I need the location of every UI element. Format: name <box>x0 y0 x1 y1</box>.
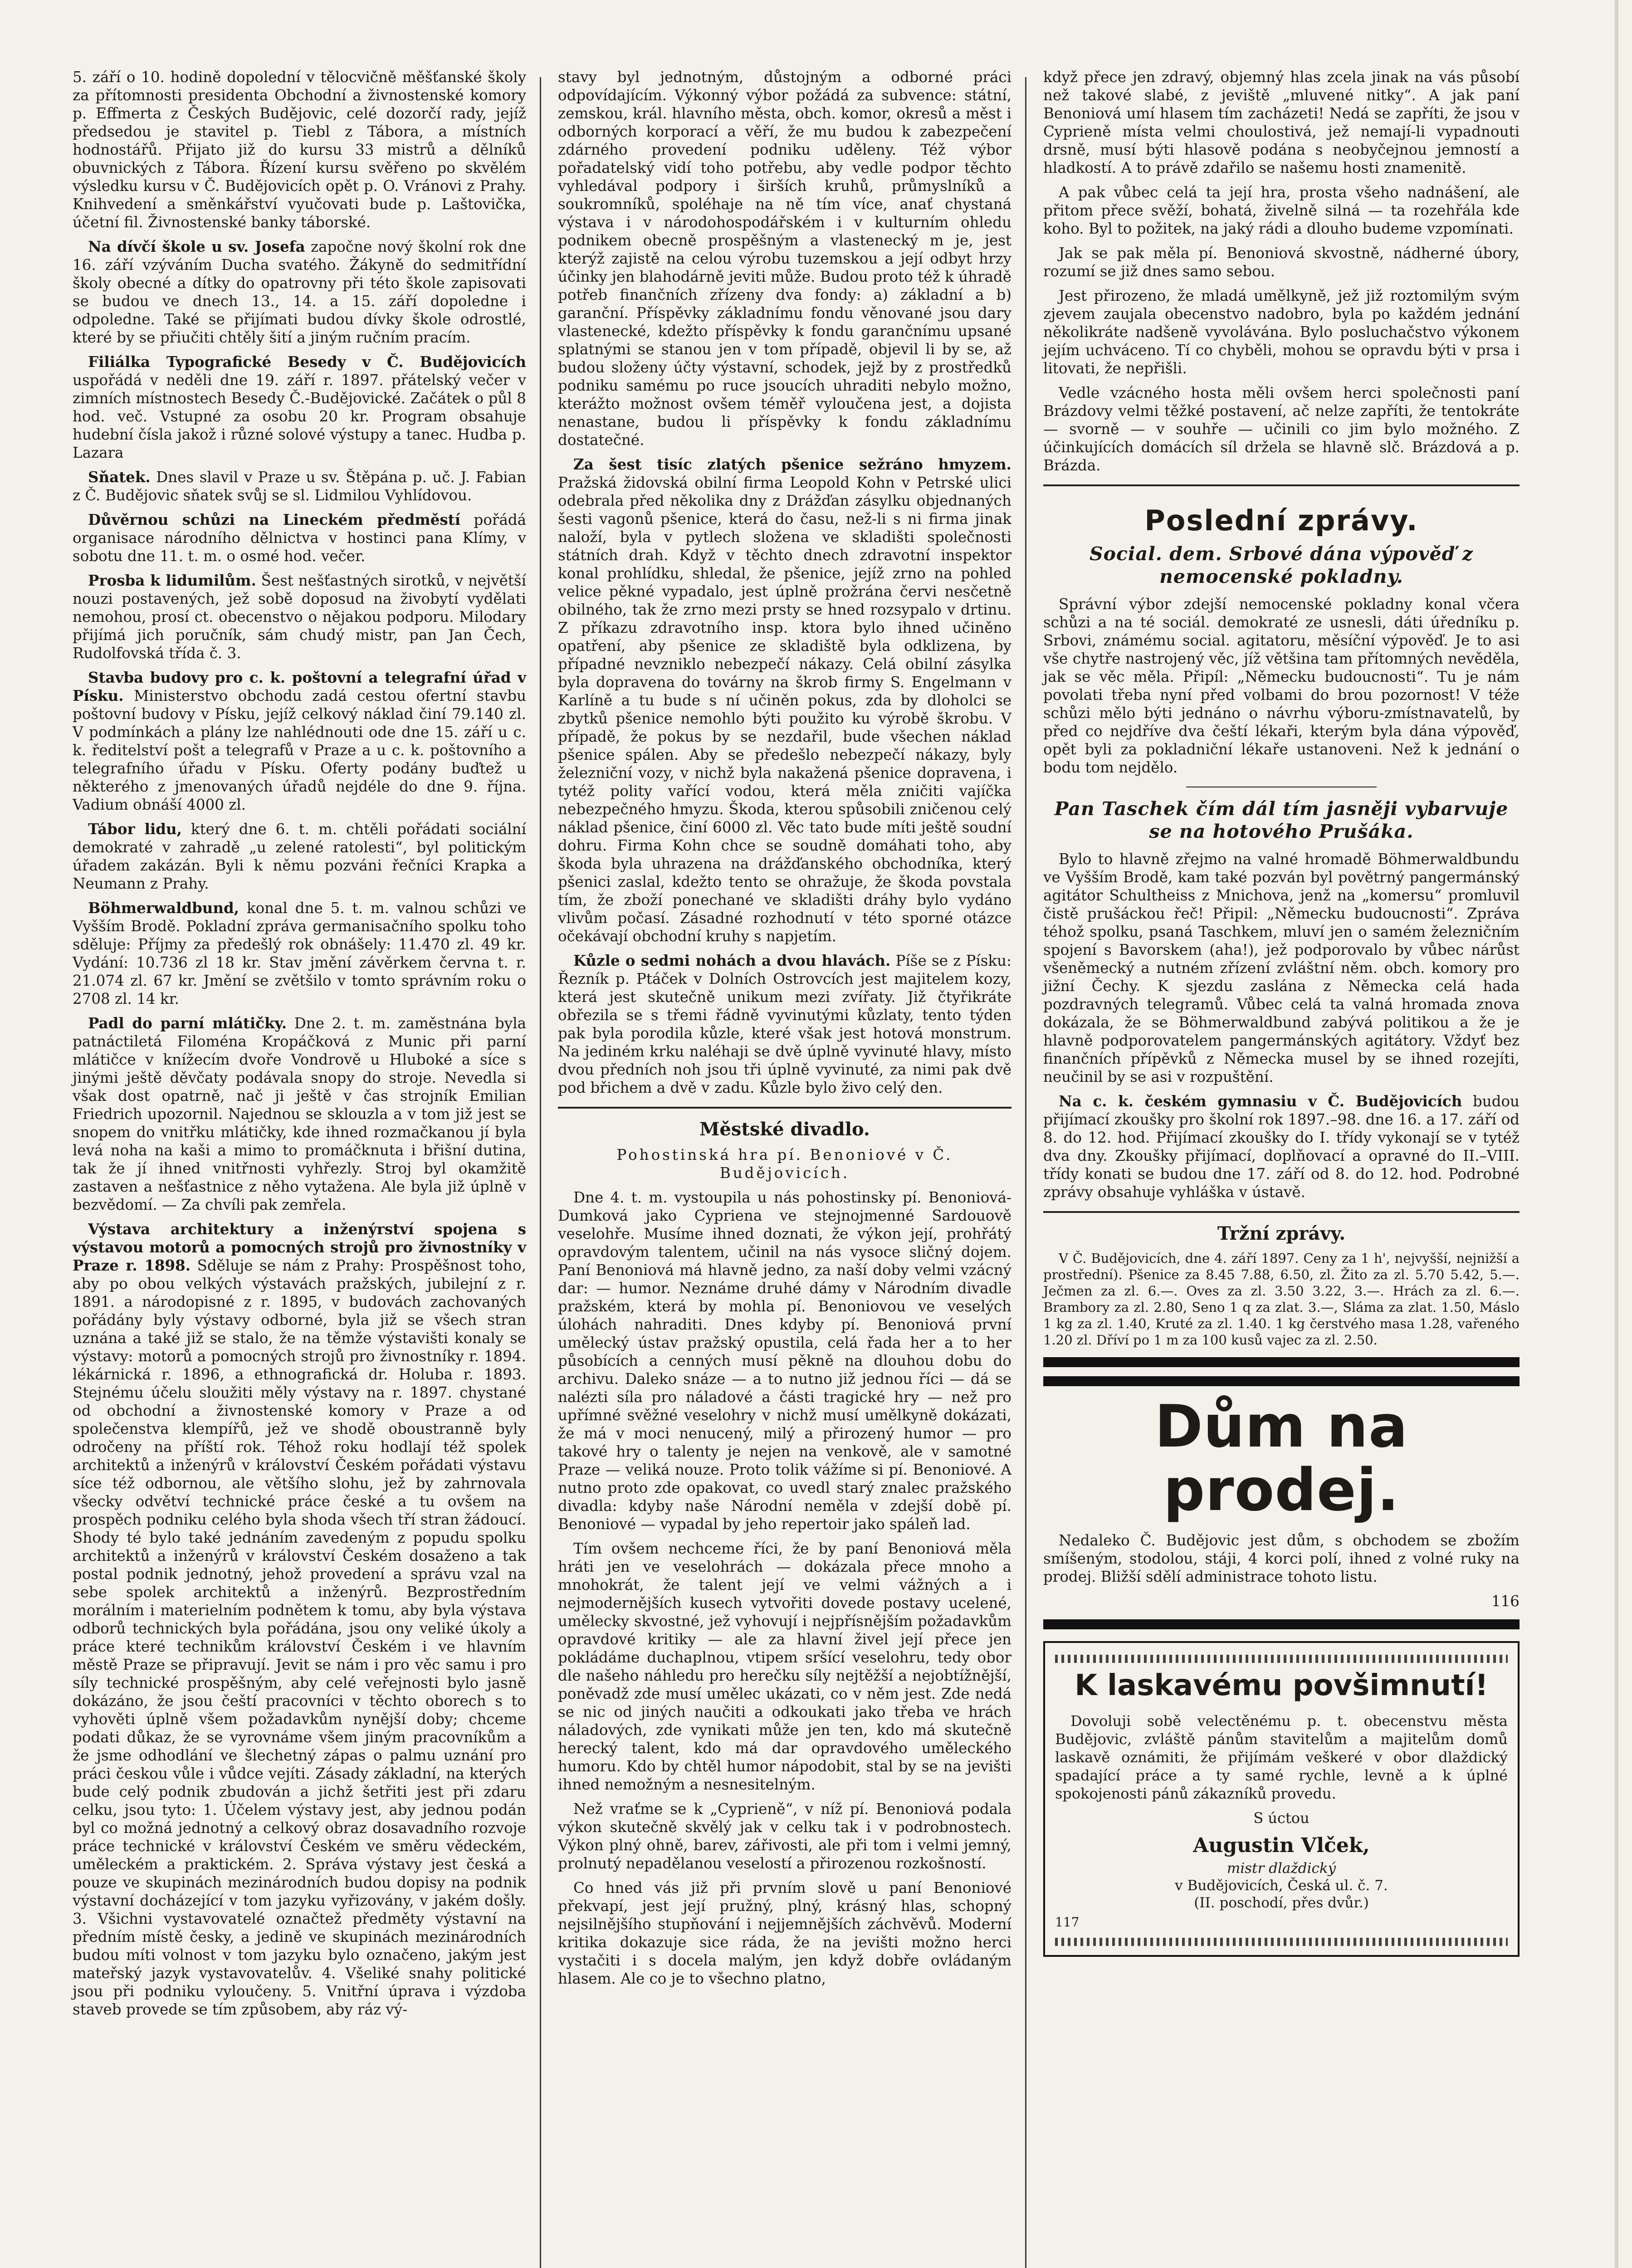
article-text: Vedle vzácného hosta měli ovšem herci společnosti paní Brázdovy velmi těžké postavení, ač nelze zapříti, že tentokráte — svorně — v souhře — učinili co jim bylo možného. Z účinkujících domácích síl držela se hlavně slč. Brázdová a p. Brázda. <box>1043 384 1520 474</box>
ad-trade: mistr dlaždický <box>1226 1860 1336 1877</box>
page-edge <box>1615 0 1618 2268</box>
heavy-rule <box>1043 1619 1520 1629</box>
ad-text: Dovoluji sobě velectěnému p. t. obecenstvu města Budějovic, zvláště pánům stavitelům a majitelům domů laskavě oznámiti, že přijímám veškeré v obor dlaždický spadající práce a ty samé rychle, levně a k úplné spokojenosti pánů zákazníků provedu. <box>1055 1712 1508 1802</box>
ad-address-note: (II. poschodí, přes dvůr.) <box>1194 1895 1369 1911</box>
section-title-market: Tržní zprávy. <box>1217 1223 1346 1244</box>
article: Padl do parní mlátičky. Dne 2. t. m. zaměstnána byla patnáctiletá Filoména Kropáčková z Munic při parní mlátičce v knížecím dvoře Vondrově u Hluboké a síce s jinými ještě děvčaty podávala snopy do stroje. Nevedla si však dost opatrně, nač ji ještě v čas strojník Emilian Friedrich upozornil. Najednou se sklouzla a v tom již jest se snopem do vnitřku mlátičky, kde ihned rozmačkanou jí byla levá noha na kaši a mimo to promáčknuta i břišní dutina, tak že jí ihned vnitřnosti vyhřezly. Stroj byl okamžitě zastaven a nešťastnice z něho vytažena. Ale byla již úplně v bezvědomí. — Za chvíli pak zemřela. <box>73 1014 526 1213</box>
ad-number: 116 <box>1491 1593 1520 1610</box>
article-text: Bylo to hlavně zřejmo na valné hromadě Böhmerwaldbundu ve Vyšším Brodě, kam také pozván byl povětrný pangermánský agitátor Schultheiss z Mnichova, jenž na „komersu“ promluvil čistě prušáckou řeč! Připil: „Německu budoucnosti“. Zpráva téhož spolku, psaná Taschkem, mluví jen o samém železničním spojení s Bavorskem (aha!), jež podporovalo by vůbec nárůst všeněmecký a nutném zřízení zvláštní něm. obch. komory pro jižní Čechy. K sjezdu zaslána z Německa celá hada pozdravných telegramů. Vůbec celá ta valná hromada znova dokázala, že se Böhmerwaldbund zabývá politikou a že je hlavně podporovatelem pangermánských agitátory. Vždyť bez finančních přípěvků z Německa musel by se ihned rozejíti, neučinil by se asi v rozpuštění. <box>1043 850 1520 1085</box>
article-text: když přece jen zdravý, objemný hlas zcela jinak na vás působí než takové slabé, z jeviště „mluvené nitky“. A jak paní Benoniová umí hlasem tím zacházeti! Nedá se zapříti, že jsou v Cyprieně místa velmi choulostivá, jež nemají-li vypadnouti drsně, musí býti hlasově podána s neobyčejnou jemností a hladkostí. A to právě zdařilo se našemu hosti znamenitě. <box>1043 68 1520 176</box>
article: Tábor lidu, který dne 6. t. m. chtěli pořádati sociální demokraté v zahradě „u zelené ratolesti“, byl politickým úřadem zakázán. Byli k němu pozváni řečníci Krapka a Neumann z Prahy. <box>73 820 526 892</box>
article-text: Dne 4. t. m. vystoupila u nás pohostinsky pí. Benoniová-Dumková jako Cypriena ve stejnojmenné Sardouově veselohře. Musíme ihned doznati, že výkon její, prohřátý opravdovým talentem, učinil na nás vysoce sličný dojem. Paní Benoniová má hlavně jedno, za naší doby velmi vzácný dar: — humor. Neznáme druhé dámy v Národním divadle pražském, která by mohla pí. Benoniovou ve veselých úlohách nahraditi. Dnes kdyby pí. Benoniová první umělecký ústav pražský opustila, celá řada her a to her působících a cenných musí pěkně na dlouhou dobu do archivu. Daleko snáze — a to nutno již jednou říci — dá se nalézti síla pro náladové a části tragické hry — než pro upřímné svěžné veselohry v nichž musí umělkyně dokázati, že má v moci nenucený, milý a přirozený humor — pro takové hry o talenty je nejen na venkově, ale v samotné Praze — veliká nouze. Proto tolik vážíme si pí. Benoniové. A nutno proto zde opakovat, co uvedl starý znalec pražského divadla: kdyby naše Národní neměla v zdejší době pí. Benoniové — vypadal by jeho repertoir jako spáleň lad. <box>558 1189 1011 1533</box>
article: Prosba k lidumilům. Šest nešťastných sirotků, v největší nouzi postavených, jež sobě doposud na živobytí vydělati nemohou, prosí ct. obecenstvo o nějakou podporu. Milodary přijímá jich poručník, sám chudý mistr, pan Jan Čech, Rudolfovská třída č. 3. <box>73 572 526 662</box>
ad-signature: S úctou <box>1253 1809 1310 1827</box>
article: Sňatek. Dnes slavil v Praze u sv. Štěpána p. uč. J. Fabian z Č. Budějovic sňatek svůj se sl. Lidmilou Vyhlídovou. <box>73 468 526 504</box>
ornament-border <box>1055 1938 1508 1946</box>
heavy-rule <box>1043 1357 1520 1367</box>
article-text: Správní výbor zdejší nemocenské pokladny konal včera schůzi a na té sociál. demokraté ze usnesli, dáti úředníku p. Srbovi, známému social. agitatoru, měsíční výpověď. Je to asi vše chytře nastrojený věc, jíž většina tam přítomných nevěděla, jak se věc měla. Připíl: „Německu budoucnosti“. Tu je nám povolati třeba nyní před volbami do brou pozornost! V téže schůzi mělo býti jednáno o návrhu výboru-zmístnavatelů, by před co nejdříve dva čeští lékaři, kterým byla dána výpověď, opět byli za pokladniční lékaře ustanoveni. Než k jednání o bodu tom nejdělo. <box>1043 596 1520 776</box>
article-text: A pak vůbec celá ta její hra, prosta všeho nadnášení, ale přitom přece svěží, bohatá, živelně silná — ta rozehřála kde koho. Byl to požitek, na jaký rádi a dlouho budeme vzpomínati. <box>1043 184 1520 237</box>
article: Důvěrnou schůzi na Lineckém předměstí pořádá organisace národního dělnictva v hostinci pana Klímy, v sobotu dne 11. t. m. o osmé hod. večer. <box>73 511 527 565</box>
ad-advertiser-name: Augustin Vlček, <box>1193 1834 1370 1857</box>
advertisement-paver <box>1043 1641 1520 1957</box>
ornament-border <box>1055 1655 1508 1663</box>
column-3 <box>1043 68 1520 1957</box>
newspaper-page <box>68 68 1520 2268</box>
article: Výstava architektury a inženýrství spojena s výstavou motorů a pomocných strojů pro živnostníky v Praze r. 1898. Sděluje se nám z Prahy: Prospěšnost toho, aby po obou velkých výstavách pražských, jubilejní z r. 1891. a národopisné z r. 1895, v budovách zachovaných pořádány byly výstavy odborné, byla již se všech stran uznána a také již se stalo, že na těmže výstavišti konaly se výstavy: motorů a pomocných strojů pro živnostníky r. 1894. lékárnická r. 1896, a ethnografická dr. Holuba r. 1893. Stejnému účelu sloužiti měly výstavy na r. 1897. chystané od obchodní a živnostenské komory v Praze a od společenstva klempířů, jež ve shodě oboustranně byly odročeny na příští rok. Téhož roku hodlají též spolek architektů a inženýrů v království Českém pořádati výstavu síce též odbornou, ale většího slohu, jež by zahrnovala všecky odvětví technické práce české a tu ovšem na prospěch podniku celého byla shoda všech tří stran žádoucí. Shody té bylo také jednáním zavedeným z popudu spolku architektů a inženýrů v království Českém dosaženo a tak postal podnik jednotný, jehož provedení a správu vzal na sebe spolek architektů a inženýrů. Bezprostředním morálním i materielním podnětem k tomu, aby byla výstava odborů technických byla pořádána, jsou ony veliké úkoly a práce které technikům království Českém i ve hlavním městě Praze se připravují. Jevit se nám i pro věc samu i pro síly technické prospěšným, aby celé veřejnosti bylo jasně dokázáno, že jsou čeští pracovníci v těchto oborech s to vyhověti úplně všem požadavkům nynější doby; chceme podati důkaz, že se vyrovnáme všem jiným pracovníkům a že jsme odhodlání ve šlechetný zápas o palmu uznání pro práci českou vůle i vůdce vejíti. Zásady základní, na kterých bude celý podnik zbudován a jichž šetřiti jest při zdaru celku, jsou tyto: 1. Účelem výstavy jest, aby jednou podán byl co možná jednotný a celkový obraz dosavadního rozvoje práce technické v království Českém ve směru vědeckém, uměleckém a praktickém. 2. Správa výstavy jest česká a pouze ve skupinách mezinárodních budou dopisy na podnik výstavní docházející v tom jazyku vyřizovány, v jakém došly. 3. Všichni vystavovatelé označtež předměty výstavní na předním místě česky, a jedině ve skupinách mezinárodních budou míti volnost v tom jazyku bylo označeno, jakým jest mateřský jazyk vystavovatelův. 4. Všeliké snahy politické jsou při podniku vyloučeny. 5. Vnitřní úprava i výzdoba staveb provede se tím způsobem, aby ráz vý- <box>73 1220 526 2018</box>
article-text: Tím ovšem nechceme říci, že by paní Benoniová měla hráti jen ve veselohrách — dokázala přece mnoho a mnohokrát, že talent její ve velmi vážných a i nejmodernějších kusech vytvořiti dovede postavy ucelené, umělecky skvostné, jež vyhovují i nejpřísnějším požadavkům opravdové kritiky — ale za hlavní živel její přece jen pokládáme duchaplnou, vtipem sršící veselohru, tedy obor dle našeho náhledu pro herečku síly nejtěžší a nejobtížnější, poněvadž zde musí umělec ukázati, co v něm jest. Zde nedá se nic od jiných naučiti a odkoukati jako třeba ve hrách náladových, zde vynikati může jen ten, kdo má skutečně herecký talent, kdo má dar opravdového uměleckého humoru. Kdo by chtěl humor nápodobit, stal by se na jevišti ihned nemožným a nesnesitelným. <box>558 1540 1011 1793</box>
advertisement-house-for-sale <box>1043 1376 1520 1610</box>
ad-number: 117 <box>1055 1915 1080 1930</box>
article-text: Co hned vás již při prvním slově u paní Benoniové překvapí, jest její pružný, plný, krásný hlas, schopný nejsilnějšího stupňování i nejjemnějších záchvěvů. Moderní kritika dokazuje sice ráda, že na jevišti možno herci vystačiti i s docela malým, jen když dobře ovládaným hlasem. Ale co je to všechno platno, <box>558 1879 1011 1987</box>
article: Böhmerwaldbund, konal dne 5. t. m. valnou schůzi ve Vyšším Brodě. Pokladní zpráva germanisačního spolku toho sděluje: Příjmy za předešlý rok obnášely: 11.470 zl. 49 kr. Vydání: 10.736 zl 18 kr. Stav jmění závěrkem června t. r. 21.074 zl. 67 kr. Jmění se zvětšilo v tomto správním roku o 2708 zl. 14 kr. <box>73 899 526 1007</box>
article: Stavba budovy pro c. k. poštovní a telegrafní úřad v Písku. Ministerstvo obchodu zadá cestou ofertní stavbu poštovní budovy v Písku, jejíž celkový náklad činí 79.140 zl. V podmínkách a plány lze nahlédnouti ode dne 15. září u c. k. ředitelství pošt a telegrafů v Praze a u c. k. poštovního a telegrafního úřadu v Písku. Oferty podány buďtež u některého z jmenovaných úřadů nejdéle do dne 9. října. Vadium obnáší 4000 zl. <box>73 669 526 813</box>
ad-headline: K laskavému povšimnutí! <box>1075 1669 1488 1702</box>
ad-headline: Dům na prodej. <box>1154 1393 1408 1524</box>
article: Na c. k. českém gymnasiu v Č. Budějovicích budou přijímací zkoušky pro školní rok 1897.–98. dne 16. a 17. září od 8. do 12. hod. Přijímací zkoušky do I. třídy vykonají se v tytéž dva dny. Zkoušky přijímací, doplňovací a opravné do II.–VIII. třídy konati se budou dne 17. září od 8. do 12. hod. Podrobné zprávy obsahuje vyhláška v ústavě. <box>1043 1092 1520 1201</box>
article: Kůzle o sedmi nohách a dvou hlavách. Píše se z Písku: Řezník p. Ptáček v Dolních Ostrovcích jest majitelem kozy, která jest skutečně unikum mezi zvířaty. Již čtyřikráte obřezila se s třemi řádně vyvinutými kůzlaty, tento týden pak byla porodila kůzle, které však jest hotová monstrum. Na jediném krku naléhaji se dvě úplně vyvinuté hlavy, místo dvou předních noh jsou tři úplně vyvinuté, za nimi pak dvě pod břichem a dvě v zadu. Kůzle bylo živo celý den. <box>558 952 1011 1096</box>
article-text: 5. září o 10. hodině dopolední v tělocvičně měšťanské školy za přítomnosti presidenta Obchodní a živnostenské komory p. Effmerta z Českých Budějovic, celé dozorčí rady, jejíž předsedou je stavitel p. Tiebl z Tábora, a místních hodnostářů. Přijato již do kursu 33 mistrů a dělníků obuvnických z Tábora. Řízení kursu svěřeno po skvělém výsledku kursu v Č. Budějovicích opět p. O. Vránovi z Prahy. Knihvedení a směnkářství vyučovati bude p. Laštovička, účetní fil. Živnostenské banky táborské. <box>73 68 526 231</box>
article: Na dívčí škole u sv. Josefa započne nový školní rok dne 16. září vzýváním Ducha svatého. Žákyně do sedmitřídní školy obecné a dítky do opatrovny při této škole zapisovati se budou ve dnech 13., 14. a 15. září dopoledne i odpoledne. Také se přijímati budou dívky škole odrostlé, které by se přiučiti chtěly šití a jiným ručním pracím. <box>73 238 526 346</box>
heavy-rule <box>1043 1376 1520 1386</box>
column-rule <box>540 77 541 2268</box>
theatre-subtitle: Pohostinská hra pí. Benoniové v Č. Budějovicích. <box>616 1146 953 1182</box>
section-title-theatre: Městské divadlo. <box>699 1119 870 1140</box>
section-divider <box>558 1107 1011 1109</box>
article-text: Než vraťme se k „Cyprieně“, v níž pí. Benoniová podala výkon skutečně skvělý jak v celku tak i v podrobnostech. Výkon plný ohně, barev, zářivosti, ale při tom i velmi jemný, prolnutý nepadělanou veselostí a přirozenou rozkošností. <box>558 1800 1011 1872</box>
article: Za šest tisíc zlatých pšenice sežráno hmyzem. Pražská židovská obilní firma Leopold Kohn v Petrské ulici odebrala před několika dny z Drážďan zásylku objednaných šesti vagonů pšenice, která do času, než-li s ni firma jinak naloží, byla v pytlech složena ve skladišti společnosti státních drah. Když v těchto dnech zdravotní inspektor konal prohlídku, shledal, že pšenice, jejíž zrno na pohled velice pěkné vypadalo, jest úplně prožrána červi nesčetně obilného, tak že zrno mezi prsty se hned rozsypalo v drtinu. Z příkazu zdravotního insp. ktora bylo ihned učiněno opatření, aby pšenice ze skladiště byla odklizena, by případné nevzniklo nebezpečí nákazy. Celá obilní zásylka byla dopravena do továrny na škrob firmy S. Engelmann v Karlíně a tu bude s ní učiněn pokus, zda by dloholci se zbytků pšenice nemohlo býti použito ku výrobě škrobu. V případě, že pokus by se nezdařil, bude všechen náklad pšenice spálen. Aby se předešlo nebezpečí nákazy, byly železniční vozy, v nichž byla nakažená pšenice dopravena, i tytéž polity vařící vodou, která měla zničiti vajíčka nebezpečného hmyzu. Škoda, kterou spůsobili zničenou celý náklad pšenice, činí 6000 zl. Věc tato bude míti ještě soudní dohru. Firma Kohn chce se soudně domáhati toho, aby škoda byla uhrazena na drážďanského obchodníka, který pšenici zaslal, kdežto tento se ohražuje, že škoda povstala tím, že zboží ponechané ve skladišti dráhy bylo vydáno vlivům počasí. Zásadné rozhodnutí v této sporné otázce očekávají obchodní kruhy s napjetím. <box>558 455 1011 945</box>
article: Filiálka Typografické Besedy v Č. Budějovicích uspořádá v neděli dne 19. září r. 1897. přátelský večer v zimních místnostech Besedy Č.-Budějovické. Začátek o půl 8 hod. več. Vstupné za osobu 20 kr. Program obsahuje hudební čísla jakož i různé solové výstupy a tanec. Hudba p. Lazara <box>73 353 526 461</box>
column-rule <box>1025 77 1026 2268</box>
article-text: stavy byl jednotným, důstojným a odborné práci odpovídajícím. Výkonný výbor požádá za subvence: státní, zemskou, král. hlavního města, obch. komor, okresů a měst i odborných korporací a věří, že mu budou k zabezpečení zdárného provedení podniku uděleny. Též výbor pořadatelský vidí toho potřebu, aby vedle podpor těchto vyhledával podpory i širších kruhů, průmyslníků a soukromníků, spoléhaje na ně tím více, anať chystaná výstava i v národohospodářském i v kulturním ohledu podnikem obecně prospěšným a vlastenecký m je, jest kterýž zajistě na celou výrobu tuzemskou a její odbyt hrzy účinky jen blahodárně jeviti může. Budou proto též k úhradě potřeb finančních zřízeny dva fondy: a) základní a b) garanční. Příspěvky základnímu fondu věnované jsou dary vlastenecké, kdežto příspěvky k fondu garančnímu upsané splatnými se stanou jen v tom případě, objevil li by se, až budou složeny účty výstavní, schodek, jejž by z prostředků podniku samému po ruce jsoucích uhraditi nebylo možno, kterážto možnost ovšem téměř vyloučena jest, a dojista nenastane, budou li příspěvky k fondu základnímu dostatečné. <box>558 68 1011 449</box>
market-report: V Č. Budějovicích, dne 4. září 1897. Ceny za 1 h', nejvyšší, nejnižší a prostřední). Pšenice za 8.45 7.88, 6.50, zl. Žito za zl. 5.70 5.42, 5.—. Ječmen za zl. 6.—. Oves za zl. 3.50 3.22, 3.—. Hrách za zl. 6.—. Brambory za zl. 2.80, Seno 1 q za zlat. 3.—, Sláma za zlat. 1.50, Máslo 1 kg za zl. 1.40, Kruté za zl. 1.40. 1 kg čerstvého masa 1.28, vařeného 1.20 zl. Dříví po 1 m za 100 kusů vajec za zl. 2.50. <box>1043 1251 1520 1348</box>
column-2 <box>558 68 1011 1994</box>
section-divider <box>1043 1211 1520 1213</box>
ad-text: Nedaleko Č. Budějovic jest dům, s obchodem se zbožím smíšeným, stodolou, stáji, 4 korci polí, ihned z volné ruky na prodej. Bližší sdělí administrace tohoto listu. <box>1043 1532 1520 1585</box>
ad-address: v Budějovicích, Česká ul. č. 7. <box>1175 1877 1388 1894</box>
news-headline: Pan Taschek čím dál tím jasněji vybarvuje se na hotového Prušáka. <box>1054 798 1509 842</box>
section-title-news: Poslední zprávy. <box>1144 504 1418 537</box>
article-text: Jest přirozeno, že mladá umělkyně, jež již roztomilým svým zjevem zaujala obecenstvo nadobro, byla po každém jednání několikráte nadšeně vyvolávána. Bylo posluchačstvo výkonem jejím uchváceno. Tí co chyběli, mohou se opravdu býti v prsa i litovati, že nepřišli. <box>1043 287 1520 377</box>
article-text: Jak se pak měla pí. Benoniová skvostně, nádherné úbory, rozumí se již dnes samo sebou. <box>1043 244 1520 280</box>
column-1 <box>73 68 526 2025</box>
section-divider <box>1043 484 1520 486</box>
news-headline: Social. dem. Srbové dána výpověď z nemocenské pokladny. <box>1090 543 1473 587</box>
